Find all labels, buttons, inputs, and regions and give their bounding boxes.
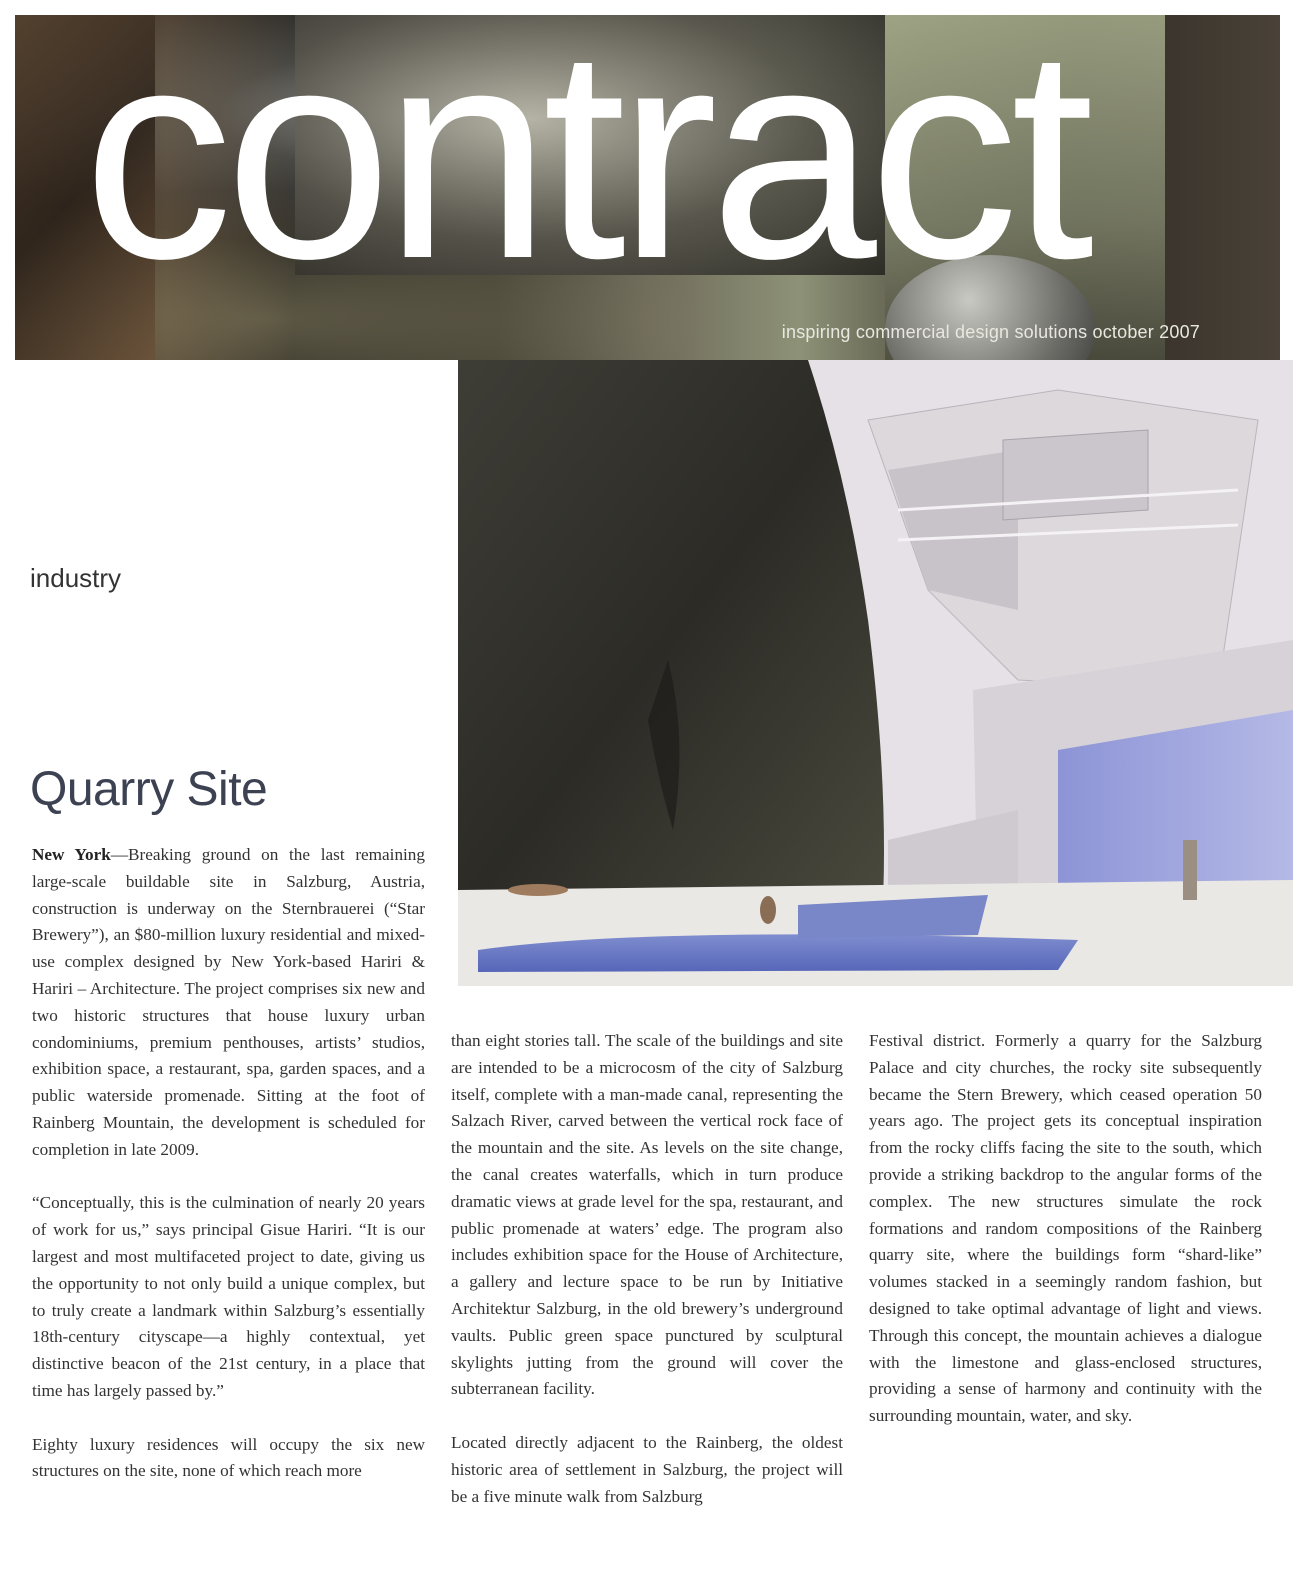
article-paragraph: Festival district. Formerly a quarry for the Salzburg Palace and city churches, the rocky site subsequently became the Stern Brewery, which ceased operation 50 years ago. The project gets its conceptual inspiration from the rocky cliffs facing the site to the south, which provide a striking backdrop to the angular forms of the complex. The new structures simulate the rock formations and random compositions of the Rainberg quarry site, where the buildings form “shard-like” volumes stacked in a seemingly random fashion, but designed to take optimal advantage of light and views. Through this concept, the mountain achieves a dialogue with the limestone and glass-enclosed structures, providing a sense of harmony and continuity with the surrounding mountain, water, and sky. (869, 1031, 1262, 1426)
figure-swimmer (760, 896, 776, 924)
figure-standing (1183, 840, 1197, 900)
article-paragraph: than eight stories tall. The scale of the buildings and site are intended to be a microcosm of the city of Salzburg itself, complete with a man-made canal, representing the Salzach River, carved between the vertical rock face of the mountain and the site. As levels on the site change, the canal creates waterfalls, which in turn produce dramatic views at grade level for the spa, restaurant, and public promenade at waters’ edge. The program also includes exhibition space for the House of Architecture, a gallery and lecture space to be run by Initiative Architektur Salzburg, in the old brewery’s underground vaults. Public green space punctured by sculptural skylights jutting from the ground will cover the subterranean facility. (451, 1031, 843, 1399)
article-column-3 (869, 1028, 1262, 1430)
article-paragraph: “Conceptually, this is the culmination of nearly 20 years of work for us,” says principal Gisue Hariri. “It is our largest and most multifaceted project to date, giving us the opportunity to not only build a unique complex, but to truly create a landmark within Salzburg’s essentially 18th-century cityscape—a highly contextual, yet distinctive beacon of the 21st century, in a place that time has largely passed by.” (32, 1193, 425, 1400)
article-dateline: New York (32, 845, 111, 864)
hero-rendering-image (458, 360, 1293, 986)
article-paragraph-text: —Breaking ground on the last remaining large-scale buildable site in Salzburg, Austria, construction is underway on the Sternbrauerei (“Star Brewery”), an $80-million luxury residential and mixed-use complex designed by New York-based Hariri & Hariri – Architecture. The project comprises six new and two historic structures that house luxury urban condominiums, premium penthouses, artists’ studios, exhibition space, a restaurant, spa, garden spaces, and a public waterside promenade. Sitting at the foot of Rainberg Mountain, the development is scheduled for completion in late 2009. (32, 845, 425, 1159)
rock-cliff (458, 360, 884, 920)
magazine-tagline: inspiring commercial design solutions october 2007 (781, 322, 1200, 342)
figure-diver (508, 884, 568, 896)
article-column-1 (32, 842, 425, 1485)
article-paragraph: Eighty luxury residences will occupy the six new structures on the site, none of which reach more (32, 1434, 425, 1481)
rendering-illustration (458, 360, 1293, 986)
article-column-2 (451, 1028, 843, 1510)
article-headline: Quarry Site (30, 763, 268, 816)
magazine-logo: contract (83, 15, 1087, 321)
section-label: industry (30, 563, 122, 593)
masthead-banner (15, 15, 1280, 360)
building-window-box (1003, 430, 1148, 520)
article-paragraph (32, 842, 425, 1164)
article-paragraph: Located directly adjacent to the Rainberg, the oldest historic area of settlement in Salzburg, the project will be a five minute walk from Salzburg (451, 1432, 843, 1506)
